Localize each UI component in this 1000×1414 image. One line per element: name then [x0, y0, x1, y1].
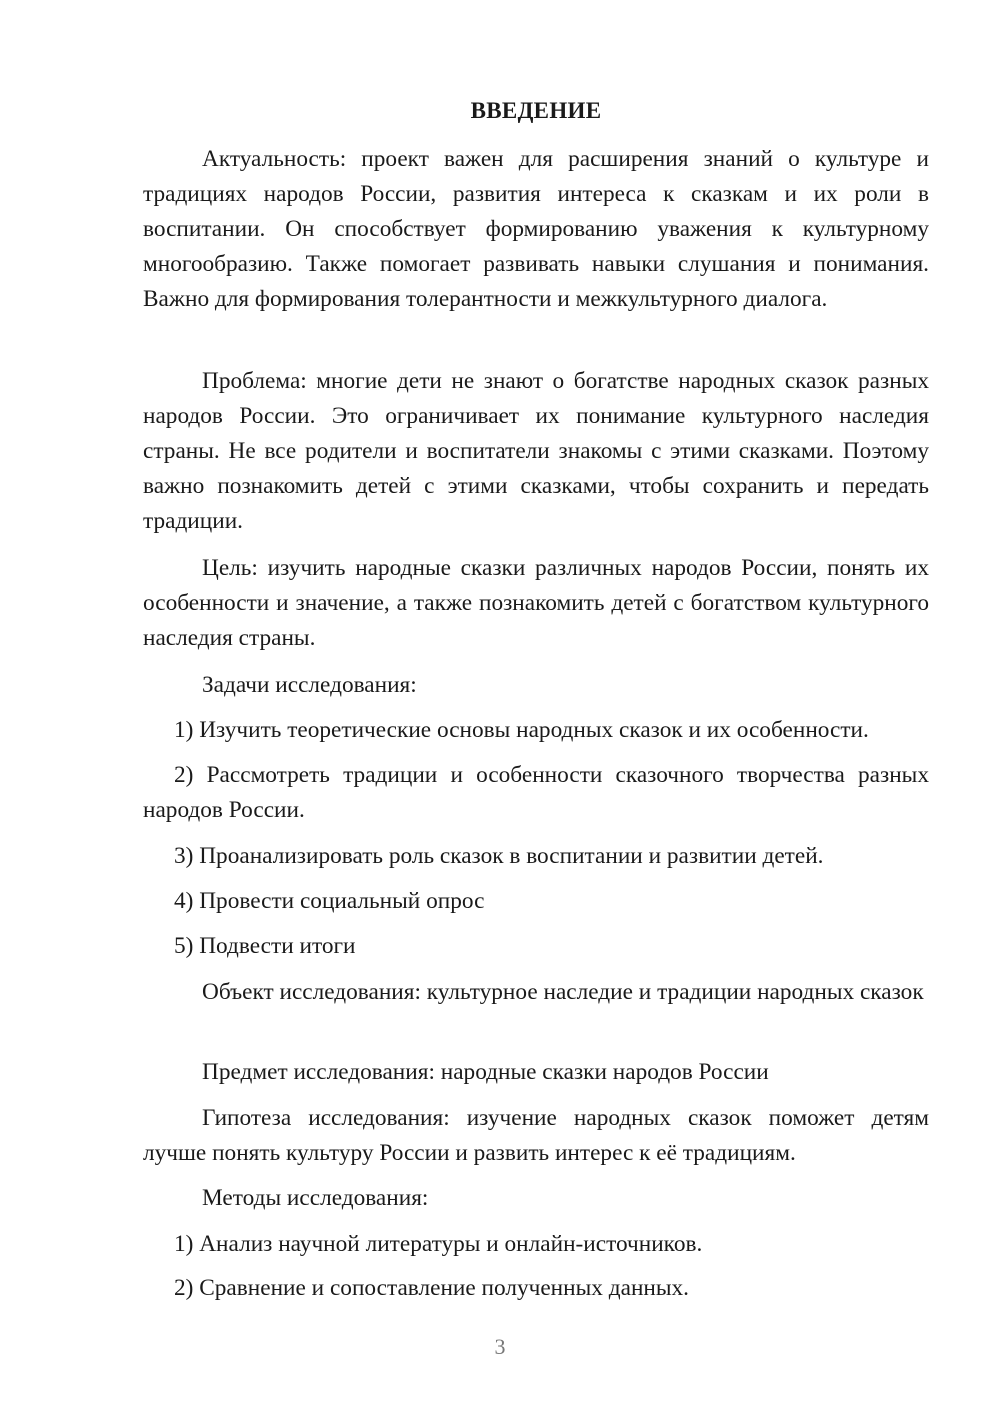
- problem-paragraph: Проблема: многие дети не знают о богатстве народных сказок разных народов России. Это ограничивает их понимание культурного наследия страны. Не все родители и воспитатели знакомы с этими сказками. Поэтому важно познакомить детей с этими сказками, чтобы сохранить и передать традиции.: [143, 368, 929, 534]
- page-title: ВВЕДЕНИЕ: [470, 98, 602, 123]
- object-paragraph: Объект исследования: культурное наследие и традиции народных сказок: [202, 979, 924, 1005]
- tasks-heading: Задачи исследования:: [202, 672, 417, 698]
- hypothesis-paragraph: Гипотеза исследования: изучение народных сказок поможет детям лучше понять культуру России и развить интерес к её традициям.: [143, 1105, 929, 1166]
- task-item-3: 3) Проанализировать роль сказок в воспитании и развитии детей.: [174, 843, 824, 869]
- method-item-1: 1) Анализ научной литературы и онлайн-источников.: [174, 1231, 703, 1257]
- goal-paragraph: Цель: изучить народные сказки различных народов России, понять их особенности и значение, а также познакомить детей с богатством культурного наследия страны.: [143, 555, 929, 651]
- task-item-2: 2) Рассмотреть традиции и особенности сказочного творчества разных народов России.: [143, 762, 929, 823]
- task-item-1: 1) Изучить теоретические основы народных сказок и их особенности.: [174, 717, 869, 743]
- page-number: 3: [494, 1334, 506, 1359]
- relevance-paragraph: Актуальность: проект важен для расширения знаний о культуре и традициях народов России, развития интереса к сказкам и их роли в воспитании. Он способствует формированию уважения к культурному многообразию. Также помогает развивать навыки слушания и понимания. Важно для формирования толерантности и межкультурного диалога.: [143, 146, 929, 312]
- task-item-5: 5) Подвести итоги: [174, 933, 356, 959]
- subject-paragraph: Предмет исследования: народные сказки народов России: [202, 1059, 769, 1085]
- method-item-2: 2) Сравнение и сопоставление полученных данных.: [174, 1275, 689, 1301]
- methods-heading: Методы исследования:: [202, 1185, 429, 1211]
- task-item-4: 4) Провести социальный опрос: [174, 888, 485, 914]
